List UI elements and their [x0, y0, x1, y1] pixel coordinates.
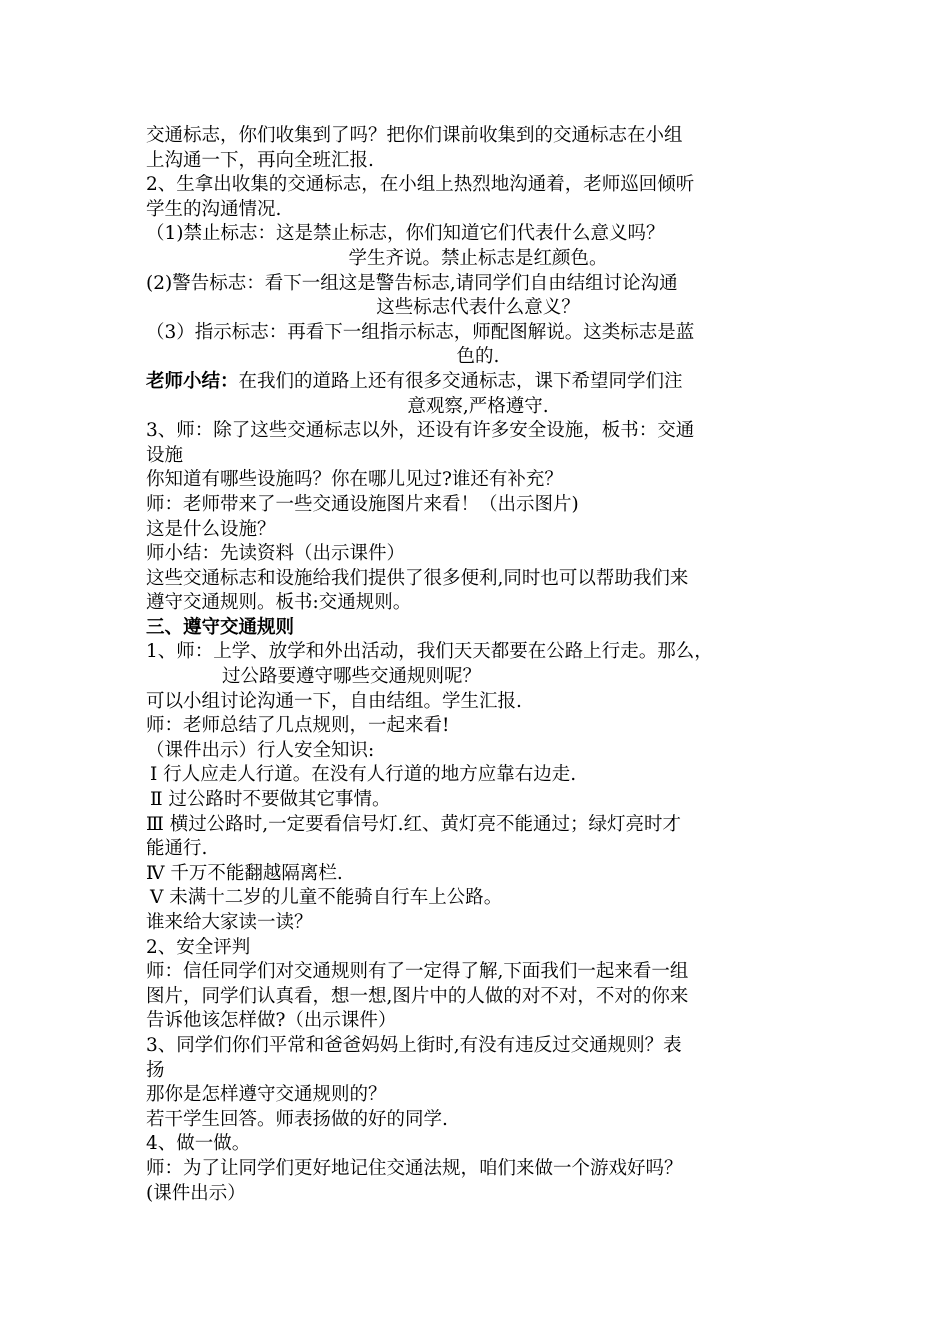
text-line: 可以小组讨论沟通一下，自由结组。学生汇报.	[146, 690, 522, 712]
text-line: （课件出示）行人安全知识:	[146, 739, 375, 761]
document-page	[146, 124, 810, 1206]
rule-item: Ⅲ 横过公路时,一定要看信号灯.红、黄灯亮不能通过；绿灯亮时才	[146, 813, 681, 835]
text-line: 师：信任同学们对交通规则有了一定得了解,下面我们一起来看一组	[146, 961, 689, 983]
text-line: 扬	[146, 1059, 165, 1081]
text-line: 能通行.	[146, 838, 208, 860]
text-line: 师：为了让同学们更好地记住交通法规，咱们来做一个游戏好吗？	[146, 1157, 683, 1179]
text-line: 学生的沟通情况.	[146, 198, 282, 220]
text-line: 2、安全评判	[146, 936, 251, 958]
text-line: 师：老师带来了一些交通设施图片来看！（出示图片)	[146, 493, 579, 515]
text-line: 这些标志代表什么意义？	[376, 297, 580, 319]
text-line: 色的.	[456, 346, 500, 368]
summary-text: 在我们的道路上还有很多交通标志，课下希望同学们注	[238, 370, 683, 392]
text-line: 上沟通一下，再向全班汇报.	[146, 149, 374, 171]
text-line: 1、师：上学、放学和外出活动，我们天天都要在公路上行走。那么，	[146, 641, 713, 663]
text-line: 设施	[146, 444, 184, 466]
text-line: 若干学生回答。师表扬做的好的同学.	[146, 1108, 448, 1130]
text-line: (课件出示）	[146, 1182, 246, 1204]
text-line: （3）指示标志：再看下一组指示标志，师配图解说。这类标志是蓝	[146, 321, 695, 343]
text-line: 4、做一做。	[146, 1133, 251, 1155]
text-line: 2、生拿出收集的交通标志，在小组上热烈地沟通着，老师巡回倾听	[146, 174, 695, 196]
rule-item: Ⅰ 行人应走人行道。在没有人行道的地方应靠右边走.	[150, 764, 577, 786]
text-line: 那你是怎样遵守交通规则的？	[146, 1084, 387, 1106]
text-line: 过公路要遵守哪些交通规则呢？	[222, 666, 482, 688]
rule-item: Ⅳ 千万不能翻越隔离栏.	[146, 862, 343, 884]
text-line: 3、师：除了这些交通标志以外，还设有许多安全设施，板书：交通	[146, 420, 695, 442]
summary-label: 老师小结：	[146, 370, 239, 392]
text-line: 师：老师总结了几点规则，一起来看!	[146, 715, 450, 737]
text-line: 交通标志，你们收集到了吗？把你们课前收集到的交通标志在小组	[146, 125, 683, 146]
rule-item: Ⅱ 过公路时不要做其它事情。	[150, 789, 391, 811]
rule-item: Ⅴ 未满十二岁的儿童不能骑自行车上公路。	[150, 887, 503, 909]
text-line: 图片，同学们认真看，想一想,图片中的人做的对不对，不对的你来	[146, 985, 689, 1007]
text-line: (2)警告标志：看下一组这是警告标志,请同学们自由结组讨论沟通	[146, 272, 678, 294]
text-line: 3、同学们你们平常和爸爸妈妈上街时,有没有违反过交通规则？表	[146, 1034, 682, 1056]
section-heading: 三、遵守交通规则	[146, 616, 295, 638]
summary-line	[146, 370, 810, 395]
text-line: 学生齐说。禁止标志是红颜色。	[348, 247, 608, 269]
text-line: （1)禁止标志：这是禁止标志，你们知道它们代表什么意义吗？	[146, 223, 665, 245]
text-line: 师小结：先读资料（出示课件）	[146, 543, 406, 565]
text-line: 这是什么设施？	[146, 518, 276, 540]
text-line: 遵守交通规则。板书:交通规则。	[146, 592, 412, 614]
text-line: 告诉他该怎样做?（出示课件）	[146, 1010, 397, 1032]
text-line: 意观察,严格遵守.	[407, 395, 549, 417]
text-line: 这些交通标志和设施给我们提供了很多便利,同时也可以帮助我们来	[146, 567, 689, 589]
text-line: 你知道有哪些设施吗？你在哪儿见过?谁还有补充？	[146, 469, 563, 491]
text-line: 谁来给大家读一读？	[146, 912, 313, 933]
